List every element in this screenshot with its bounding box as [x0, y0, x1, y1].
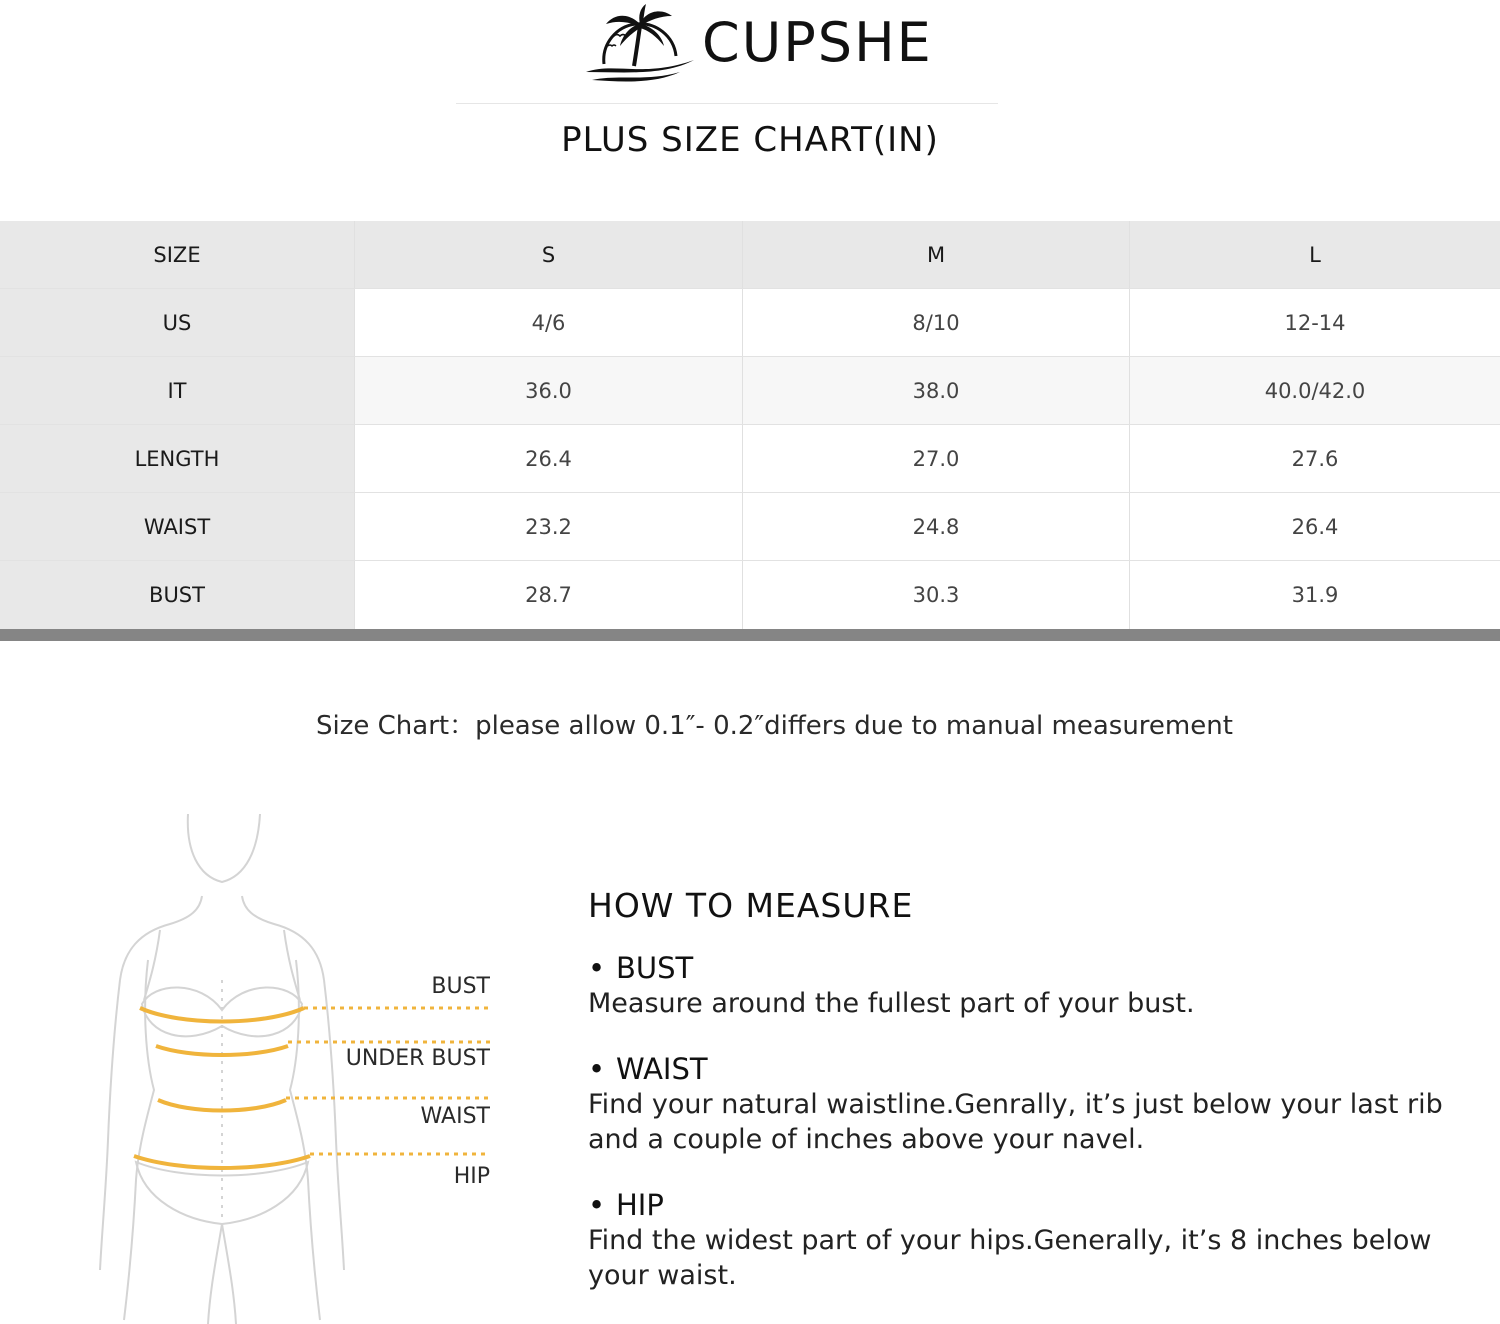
- row-label: IT: [0, 357, 355, 424]
- label-waist: WAIST: [420, 1104, 490, 1129]
- palm-tree-wave-icon: [584, 2, 696, 86]
- measure-item-hip: [588, 1187, 1468, 1293]
- table-row: [0, 493, 1500, 561]
- table-cell: 31.9: [1130, 561, 1500, 629]
- table-cell: 27.0: [743, 425, 1130, 492]
- how-to-measure-title: HOW TO MEASURE: [588, 886, 914, 925]
- chart-title: PLUS SIZE CHART(IN): [561, 120, 939, 160]
- measure-description: Measure around the fullest part of your bust.: [588, 988, 1195, 1019]
- how-to-measure: [588, 884, 1468, 1293]
- row-label: LENGTH: [0, 425, 355, 492]
- label-under-bust: UNDER BUST: [345, 1046, 490, 1071]
- table-cell: 23.2: [355, 493, 743, 560]
- label-hip: HIP: [453, 1164, 490, 1189]
- table-row: [0, 425, 1500, 493]
- table-cell: 28.7: [355, 561, 743, 629]
- body-figure: [90, 800, 530, 1324]
- measure-description: Find your natural waistline.Genrally, it’s just below your last rib and a couple of inches above your navel.: [588, 1089, 1443, 1155]
- table-row: [0, 357, 1500, 425]
- header-s: S: [355, 221, 743, 288]
- measure-description: Find the widest part of your hips.Generally, it’s 8 inches below your waist.: [588, 1225, 1432, 1291]
- measure-heading: WAIST: [616, 1052, 708, 1086]
- brand-name: CUPSHE: [702, 11, 933, 74]
- size-table: [0, 221, 1500, 629]
- header-l: L: [1130, 221, 1500, 288]
- header-size: SIZE: [0, 221, 355, 288]
- measure-item-bust: [588, 950, 1468, 1021]
- measure-heading: HIP: [616, 1188, 664, 1222]
- label-bust: BUST: [431, 974, 490, 999]
- table-cell: 40.0/42.0: [1130, 357, 1500, 424]
- table-bottom-bar: [0, 629, 1500, 641]
- measure-heading: BUST: [616, 951, 694, 985]
- header-divider: [456, 103, 998, 104]
- bullet: •: [588, 951, 606, 985]
- table-cell: 26.4: [1130, 493, 1500, 560]
- measurement-note: Size Chart：please allow 0.1″- 0.2″differs due to manual measurement: [316, 711, 1233, 741]
- table-row: [0, 561, 1500, 629]
- table-cell: 27.6: [1130, 425, 1500, 492]
- table-cell: 38.0: [743, 357, 1130, 424]
- table-cell: 30.3: [743, 561, 1130, 629]
- row-label: WAIST: [0, 493, 355, 560]
- table-cell: 24.8: [743, 493, 1130, 560]
- table-cell: 4/6: [355, 289, 743, 356]
- header-m: M: [743, 221, 1130, 288]
- table-header-row: [0, 221, 1500, 289]
- row-label: BUST: [0, 561, 355, 629]
- measure-item-waist: [588, 1051, 1468, 1157]
- bullet: •: [588, 1188, 606, 1222]
- table-cell: 26.4: [355, 425, 743, 492]
- bullet: •: [588, 1052, 606, 1086]
- table-cell: 12-14: [1130, 289, 1500, 356]
- row-label: US: [0, 289, 355, 356]
- brand-logo: [584, 2, 933, 86]
- table-row: [0, 289, 1500, 357]
- table-cell: 8/10: [743, 289, 1130, 356]
- table-cell: 36.0: [355, 357, 743, 424]
